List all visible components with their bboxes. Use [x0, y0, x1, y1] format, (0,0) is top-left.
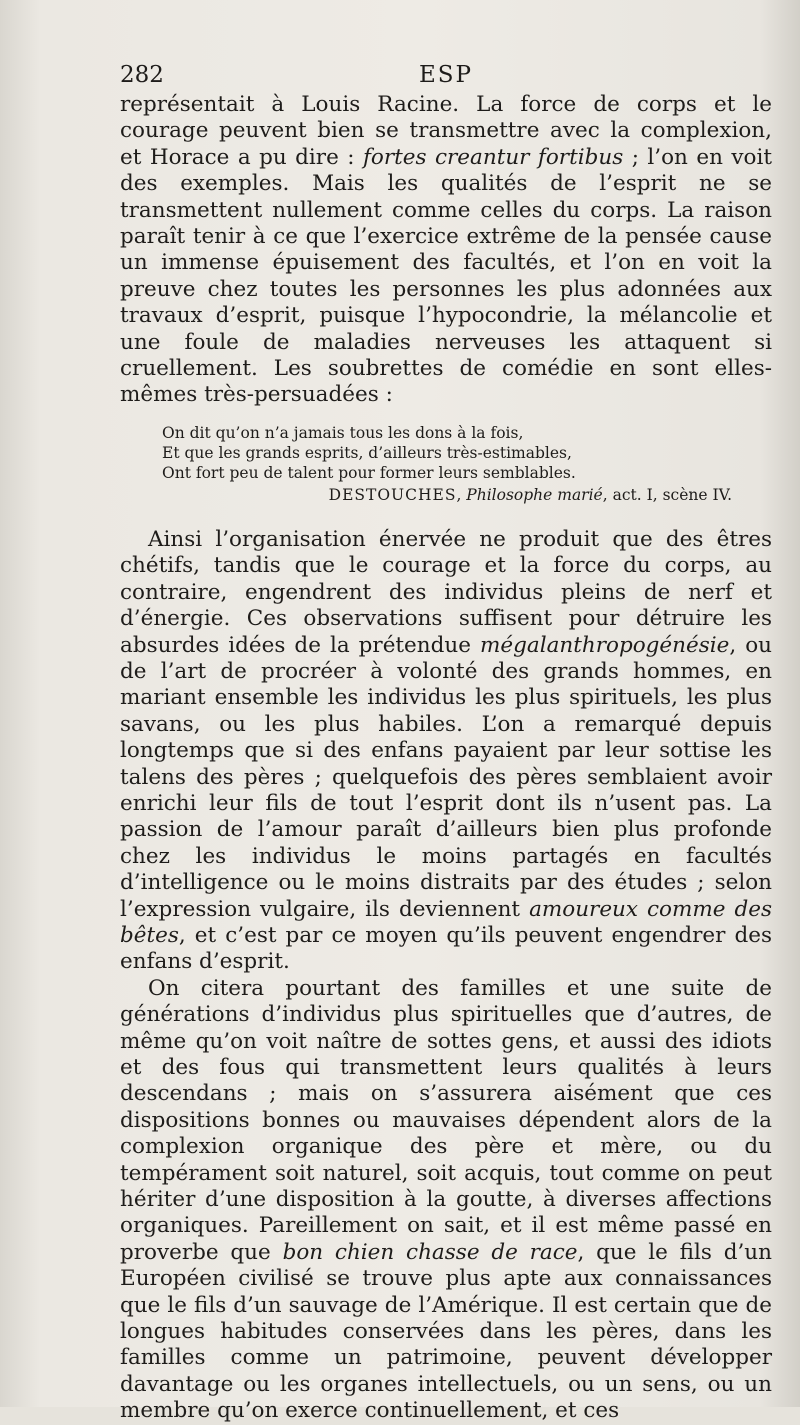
page-number: 282 [120, 62, 164, 88]
page-body [120, 92, 772, 1425]
verse-line: Ont fort peu de talent pour former leurs semblables. [162, 463, 576, 482]
paragraph [120, 976, 772, 1425]
verse-quotation [162, 423, 772, 483]
italic-phrase: amoureux comme des bêtes [120, 896, 772, 948]
attribution-reference: , act. I, scène IV. [602, 485, 732, 504]
text-run: , que le fils d’un Européen civilisé se trouve plus apte aux connaissances que le fils d’un sauvage de l’Amérique. Il est certain que de longues habitudes conservées dans les pères, dans les familles comme un patrimoine, peuvent développer davantage ou les organes intellectuels, ou un sens, ou un membre qu’on exerce continuellement, et ces [120, 1239, 773, 1424]
italic-phrase: mégalanthropogénésie [480, 632, 730, 658]
paragraph [120, 527, 772, 976]
text-run: représentait à Louis Racine. La force de corps et le courage peuvent bien se transmettre avec la complexion, et Horace a pu dire : [120, 92, 772, 170]
verse-line: Et que les grands esprits, d’ailleurs très-estimables, [162, 443, 572, 462]
text-run: Ainsi l’organisation énervée ne produit que des êtres chétifs, tandis que le courage et la force du corps, au contraire, engendrent des individus pleins de nerf et d’énergie. Ces observations suffisent pour détruire les absurdes idées de la prétendue [120, 526, 772, 658]
paragraph [120, 92, 772, 409]
text-run: , ou de l’art de procréer à volonté des grands hommes, en mariant ensemble les individus les plus spirituels, les plus savans, ou les plus habiles. L’on a remarqué depuis longtemps que si des enfans payaient par leur sottise les talens des pères ; quelquefois des pères semblaient avoir enrichi leur fils de tout l’esprit dont ils n’usent pas. La passion de l’amour paraît d’ailleurs bien plus profonde chez les individus le moins partagés en facultés d’intelligence ou le moins distraits par des études ; selon l’expression vulgaire, ils deviennent [120, 632, 772, 922]
italic-phrase: bon chien chasse de race [282, 1239, 578, 1265]
verse-line: On dit qu’on n’a jamais tous les dons à la fois, [162, 423, 524, 442]
text-run: On citera pourtant des familles et une suite de générations d’individus plus spirituelles que d’autres, de même qu’on voit naître de sottes gens, et aussi des idiots et des fous qui transmettent leurs qualités à leurs descendans ; mais on s’assurera aisément que ces dispositions bonnes ou mauvaises dépendent alors de la complexion organique des père et mère, ou du tempérament soit naturel, soit acquis, tout comme on peut hériter d’une disposition à la goutte, à diverses affections organiques. Pareillement on sait, et il est même passé en proverbe que [120, 975, 772, 1265]
attribution-author: DESTOUCHES [328, 485, 457, 504]
italic-phrase: fortes creantur fortibus [362, 144, 624, 170]
verse-attribution: DESTOUCHES, Philosophe marié, act. I, scène IV. [328, 485, 732, 504]
attribution-work: Philosophe marié [466, 485, 603, 504]
page-header [120, 58, 772, 94]
text-run: , et c’est par ce moyen qu’ils peuvent engendrer des enfans d’esprit. [120, 922, 772, 975]
running-head: ESP [418, 62, 474, 88]
text-run: ; l’on en voit des exemples. Mais les qualités de l’esprit ne se transmettent nullement comme celles du corps. La raison paraît tenir à ce que l’exercice extrême de la pensée cause un immense épuisement des facultés, et l’on en voit la preuve chez toutes les personnes les plus adonnées aux travaux d’esprit, puisque l’hypocondrie, la mélancolie et une foule de maladies nerveuses les attaquent si cruellement. Les soubrettes de comédie en sont elles-mêmes très-persuadées : [120, 144, 772, 408]
